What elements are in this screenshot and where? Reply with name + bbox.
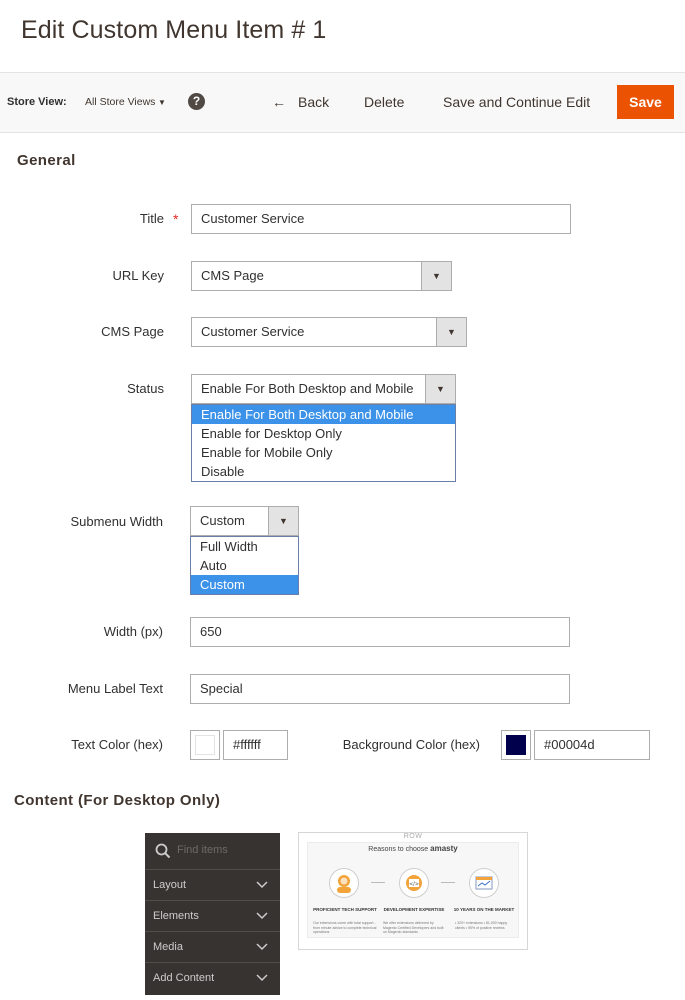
back-button[interactable]: [272, 94, 329, 110]
title-input[interactable]: Customer Service: [191, 204, 571, 234]
market-icon: [469, 868, 499, 898]
feature-text: • 320+ extensions • 81,000 happy clients • 95% of positive reviews: [455, 921, 508, 930]
store-view-label: Store View:: [7, 96, 67, 108]
background-color-swatch[interactable]: [501, 730, 531, 760]
background-color-label: Background Color (hex): [342, 737, 480, 752]
brand-logo: amasty: [430, 844, 458, 853]
status-select[interactable]: [191, 374, 456, 404]
text-color-label: Text Color (hex): [71, 737, 163, 752]
feature-title: PROFICIENT TECH SUPPORT: [313, 907, 377, 912]
text-color-preview: [195, 735, 215, 755]
search-icon: [155, 843, 171, 859]
submenu-option[interactable]: Custom: [191, 575, 298, 594]
preview-heading-text: Reasons to choose: [368, 846, 429, 853]
submenu-option[interactable]: Auto: [200, 558, 227, 573]
chevron-down-icon: [256, 870, 268, 901]
menu-label-text-label: Menu Label Text: [67, 681, 163, 696]
chevron-down-icon: [256, 963, 268, 994]
text-color-swatch[interactable]: [190, 730, 220, 760]
delete-button[interactable]: Delete: [364, 94, 405, 110]
feature-text: We offer extensions delivered by Magento Certified Developers and built on Magento standards: [383, 921, 444, 934]
panel-group-add-content[interactable]: [145, 963, 280, 994]
connector-line: [371, 882, 385, 883]
page-title: Edit Custom Menu Item # 1: [21, 16, 327, 44]
feature-title: DEVELOPMENT EXPERTISE: [383, 907, 445, 912]
caret-down-icon[interactable]: ▼: [436, 318, 466, 346]
text-color-input[interactable]: #ffffff: [223, 730, 288, 760]
connector-line: [441, 882, 455, 883]
cms-page-value: Customer Service: [201, 324, 305, 339]
width-label: Width (px): [103, 624, 163, 639]
find-items-search[interactable]: [145, 833, 280, 870]
submenu-width-select[interactable]: [190, 506, 299, 536]
panel-group-label: Media: [153, 941, 183, 953]
status-option[interactable]: Enable For Both Desktop and Mobile: [192, 405, 455, 424]
url-key-value: CMS Page: [201, 268, 264, 283]
url-key-label: URL Key: [112, 268, 164, 283]
find-items-placeholder: Find items: [177, 844, 228, 856]
submenu-option[interactable]: Full Width: [200, 539, 258, 554]
arrow-left-icon: ←: [272, 94, 286, 110]
panel-group-label: Elements: [153, 910, 199, 922]
status-option[interactable]: Enable for Mobile Only: [201, 445, 333, 460]
back-button-label: Back: [298, 94, 330, 110]
panel-group-label: Layout: [153, 879, 187, 891]
menu-label-text-input[interactable]: Special: [190, 674, 570, 704]
url-key-select[interactable]: [191, 261, 452, 291]
cms-page-label: CMS Page: [101, 324, 164, 339]
section-title-general[interactable]: General: [17, 152, 76, 169]
preview-heading: [299, 844, 527, 853]
save-and-continue-button[interactable]: Save and Continue Edit: [443, 94, 591, 110]
panel-group-elements[interactable]: [145, 901, 280, 932]
panel-group-layout[interactable]: [145, 870, 280, 901]
required-asterisk: *: [173, 211, 179, 227]
feature-text: Our extensions come with total support - from minute advice to complete technical operations: [313, 921, 377, 934]
svg-text:</>: </>: [408, 881, 420, 888]
background-color-preview: [506, 735, 526, 755]
chevron-down-icon: [256, 932, 268, 963]
submenu-width-label: Submenu Width: [70, 514, 163, 529]
caret-down-icon[interactable]: ▼: [421, 262, 451, 290]
section-title-content[interactable]: Content (For Desktop Only): [14, 792, 221, 809]
background-color-input[interactable]: #00004d: [534, 730, 650, 760]
status-value: Enable For Both Desktop and Mobile: [201, 381, 414, 396]
status-option[interactable]: Enable for Desktop Only: [201, 426, 342, 441]
content-preview-stage[interactable]: [298, 832, 528, 950]
development-icon: [399, 868, 429, 898]
row-label: ROW: [403, 833, 423, 840]
save-button[interactable]: Save: [617, 85, 674, 119]
submenu-width-dropdown: [190, 536, 299, 595]
title-label: Title: [139, 211, 164, 226]
support-icon: [329, 868, 359, 898]
status-dropdown: [191, 404, 456, 482]
panel-group-media[interactable]: [145, 932, 280, 963]
caret-down-icon[interactable]: ▼: [268, 507, 298, 535]
status-option[interactable]: Disable: [201, 464, 245, 479]
caret-down-icon[interactable]: ▼: [158, 98, 166, 107]
submenu-width-value: Custom: [200, 513, 245, 528]
store-view-switcher[interactable]: All Store Views: [85, 96, 156, 108]
chevron-down-icon: [256, 901, 268, 932]
help-icon[interactable]: ?: [188, 93, 205, 110]
width-input[interactable]: 650: [190, 617, 570, 647]
status-label: Status: [127, 381, 164, 396]
feature-title: 10 YEARS ON THE MARKET: [453, 907, 515, 912]
cms-page-select[interactable]: [191, 317, 467, 347]
caret-down-icon[interactable]: ▼: [425, 375, 455, 403]
panel-group-label: Add Content: [153, 972, 215, 984]
